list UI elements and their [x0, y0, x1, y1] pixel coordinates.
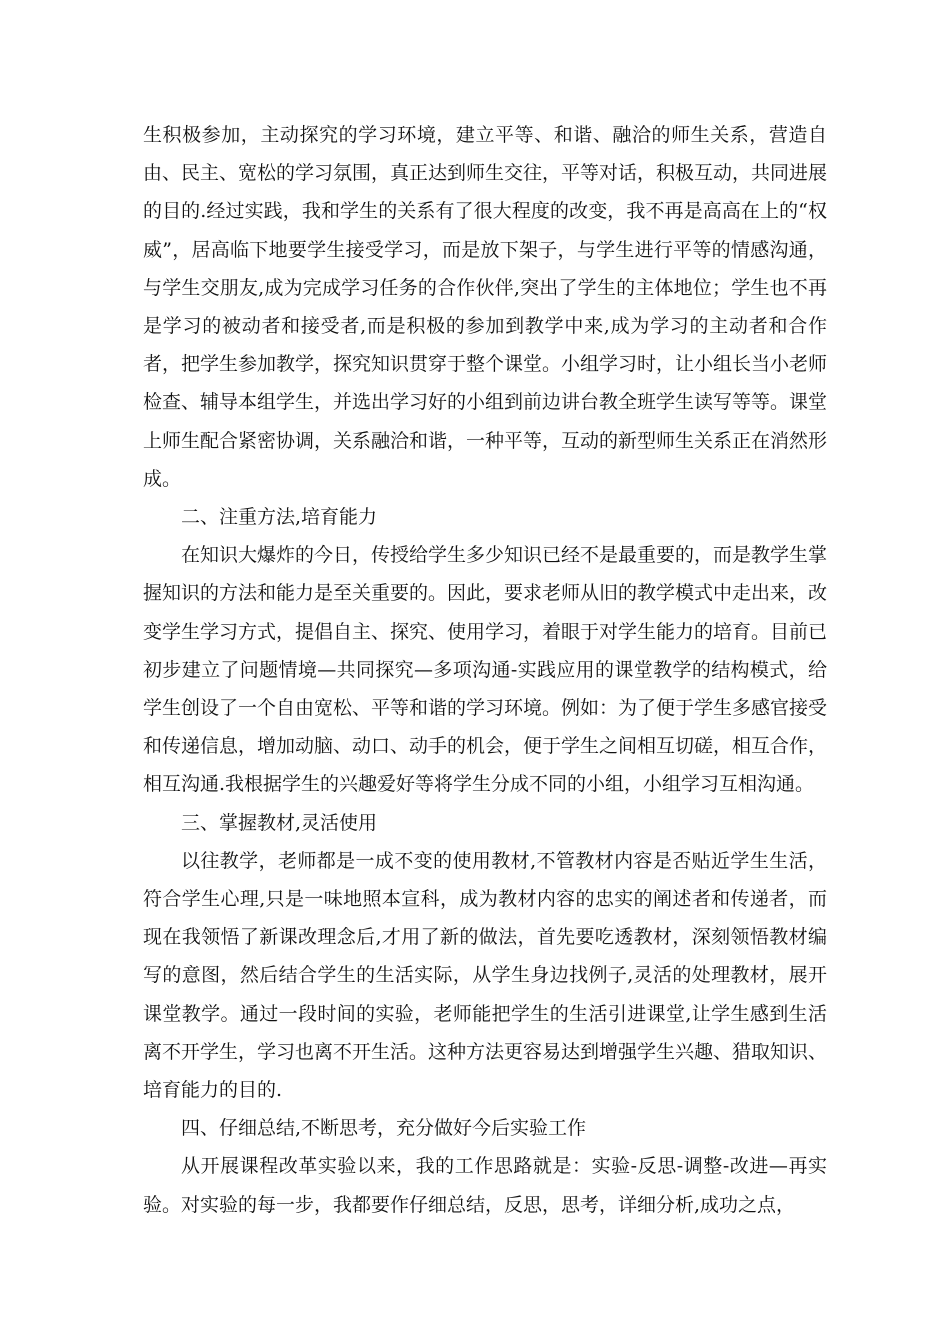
paragraph-summary: 从开展课程改革实验以来，我的工作思路就是：实验-反思-调整-改进—再实验。对实验的每一步，我都要作仔细总结，反思，思考，详细分析,成功之点， — [143, 1155, 827, 1216]
section-heading-summary: 四、仔细总结,不断思考，充分做好今后实验工作 — [181, 1117, 587, 1140]
paragraph-teacher-student-relationship: 生积极参加，主动探究的学习环境，建立平等、和谐、融洽的师生关系，营造自由、民主、宽松的学习氛围，真正达到师生交往，平等对话，积极互动，共同进展的目的.经过实践，我和学生的关系有了很大程度的改变，我不再是高高在上的“权威”，居高临下地要学生接受学习，而是放下架子，与学生进行平等的情感沟通，与学生交朋友,成为完成学习任务的合作伙伴,突出了学生的主体地位；学生也不再是学习的被动者和接受者,而是积极的参加到教学中来,成为学习的主动者和合作者，把学生参加教学，探究知识贯穿于整个课堂。小组学习时，让小组长当小老师检查、辅导本组学生，并选出学习好的小组到前边讲台教全班学生读写等等。课堂上师生配合紧密协调，关系融洽和谐，一种平等，互动的新型师生关系正在消然形成。 — [143, 124, 828, 490]
section-heading-methods: 二、注重方法,培育能力 — [181, 506, 378, 529]
document-body — [143, 116, 827, 1224]
paragraph-textbook: 以往教学，老师都是一成不变的使用教材,不管教材内容是否贴近学生生活，符合学生心理,只是一味地照本宣科，成为教材内容的忠实的阐述者和传递者，而现在我领悟了新课改理念后,才用了新的做法，首先要吃透教材，深刻领悟教材编写的意图，然后结合学生的生活实际，从学生身边找例子,灵活的处理教材，展开课堂教学。通过一段时间的实验，老师能把学生的生活引进课堂,让学生感到生活离不开学生，学习也离不开生活。这种方法更容易达到增强学生兴趣、猎取知识、培育能力的目的. — [143, 849, 828, 1102]
section-heading-textbook: 三、掌握教材,灵活使用 — [181, 811, 378, 834]
paragraph-methods: 在知识大爆炸的今日，传授给学生多少知识已经不是最重要的，而是教学生掌握知识的方法和能力是至关重要的。因此，要求老师从旧的教学模式中走出来，改变学生学习方式，提倡自主、探究、使用学习，着眼于对学生能力的培育。目前已初步建立了问题情境—共同探究—多项沟通-实践应用的课堂教学的结构模式，给学生创设了一个自由宽松、平等和谐的学习环境。例如：为了便于学生多感官接受和传递信息，增加动脑、动口、动手的机会，便于学生之间相互切磋，相互合作，相互沟通.我根据学生的兴趣爱好等将学生分成不同的小组，小组学习互相沟通。 — [143, 544, 828, 796]
